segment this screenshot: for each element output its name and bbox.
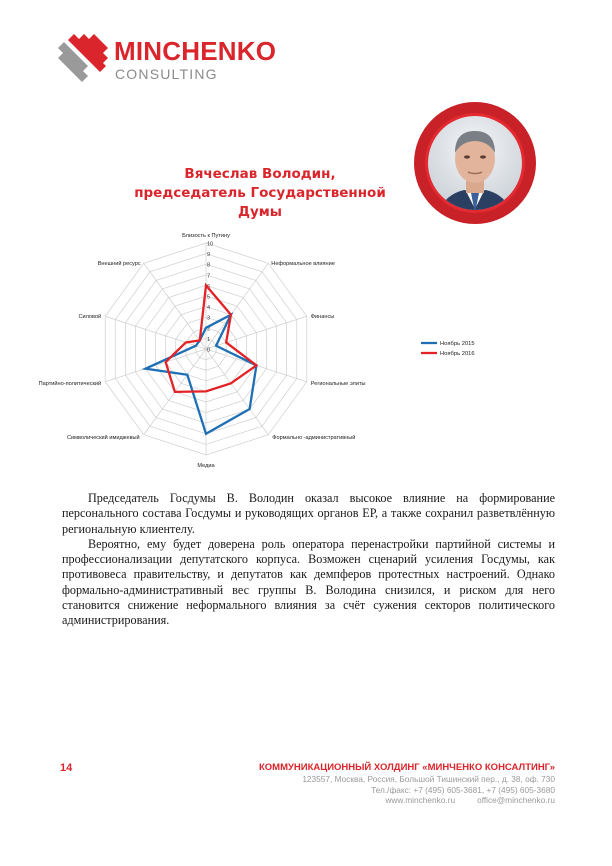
footer-email-link[interactable]: office@minchenko.ru bbox=[477, 795, 555, 805]
tick-label: 8 bbox=[207, 262, 211, 269]
axis-label: Региональные элиты bbox=[310, 380, 366, 387]
footer-company: КОММУНИКАЦИОННЫЙ ХОЛДИНГ «МИНЧЕНКО КОНСАЛТИНГ» bbox=[258, 762, 555, 773]
title-line-1: Вячеслав Володин, bbox=[184, 166, 336, 182]
axis-label: Формально -административный bbox=[272, 434, 356, 441]
footer-phone: Тел./факс: +7 (495) 605-3681, +7 (495) 605-3680 bbox=[371, 784, 555, 795]
footer-website-link[interactable]: www.minchenko.ru bbox=[385, 795, 456, 805]
tick-label: 3 bbox=[207, 315, 211, 322]
footer-contacts bbox=[259, 761, 555, 806]
tick-label: 10 bbox=[207, 241, 214, 248]
tick-label: 2 bbox=[207, 326, 211, 333]
axis-label: Символический имиджевый bbox=[66, 434, 140, 441]
tick-label: 0 bbox=[207, 347, 211, 354]
axis-spoke bbox=[144, 263, 206, 349]
legend-label-1: Ноябрь 2015 bbox=[440, 341, 475, 347]
logo-subtitle: CONSULTING bbox=[115, 66, 218, 82]
axis-label: Медиа bbox=[197, 463, 215, 469]
axis-label: Неформальное влияние bbox=[271, 261, 335, 268]
tick-label: 9 bbox=[207, 252, 211, 259]
axis-label: Финансы bbox=[310, 314, 335, 321]
axis-label: Партийно-политический bbox=[38, 380, 102, 387]
series-line-2 bbox=[166, 285, 257, 391]
axis-label: Близость к Путину bbox=[182, 233, 230, 239]
axis-label: Силовой bbox=[78, 314, 102, 321]
page-number: 14 bbox=[60, 762, 73, 774]
axis-label: Внешний ресурс bbox=[97, 261, 141, 268]
tick-label: 1 bbox=[207, 336, 211, 343]
axis-spoke bbox=[206, 349, 268, 435]
tick-label: 6 bbox=[207, 283, 211, 290]
paragraph-1: Председатель Госдумы В. Володин оказал высокое влияние на формирование персонального состава Госдумы и руководящих органов ЕР, а также сохранил разветвлённую региональную клиентелу. bbox=[62, 491, 555, 536]
tick-label: 7 bbox=[207, 273, 211, 280]
axis-spoke bbox=[206, 263, 268, 349]
title-line-2: председатель Государственной Думы bbox=[134, 185, 386, 220]
footer-address: 123557, Москва, Россия, Большой Тишинский пер., д. 38, оф. 730 bbox=[302, 774, 555, 784]
tick-label: 5 bbox=[207, 294, 211, 301]
paragraph-2: Вероятно, ему будет доверена роль оператора перенастройки партийной системы и профессионализации депутатского корпуса. Возможен сценарий усиления Госдумы, как противовеса правительству, и депутатов как демпферов протестных настроений. Однако формально-административный вес группы В. Володина снизился, и риском для него становится снижение неформального влияния за счёт сужения секторов политического администрирования. bbox=[62, 536, 555, 628]
footer-web bbox=[259, 795, 555, 806]
tick-label: 4 bbox=[207, 305, 211, 312]
legend-label-2: Ноябрь 2016 bbox=[440, 351, 475, 357]
logo-name: MINCHENKO bbox=[114, 36, 277, 66]
body-text bbox=[62, 491, 555, 629]
